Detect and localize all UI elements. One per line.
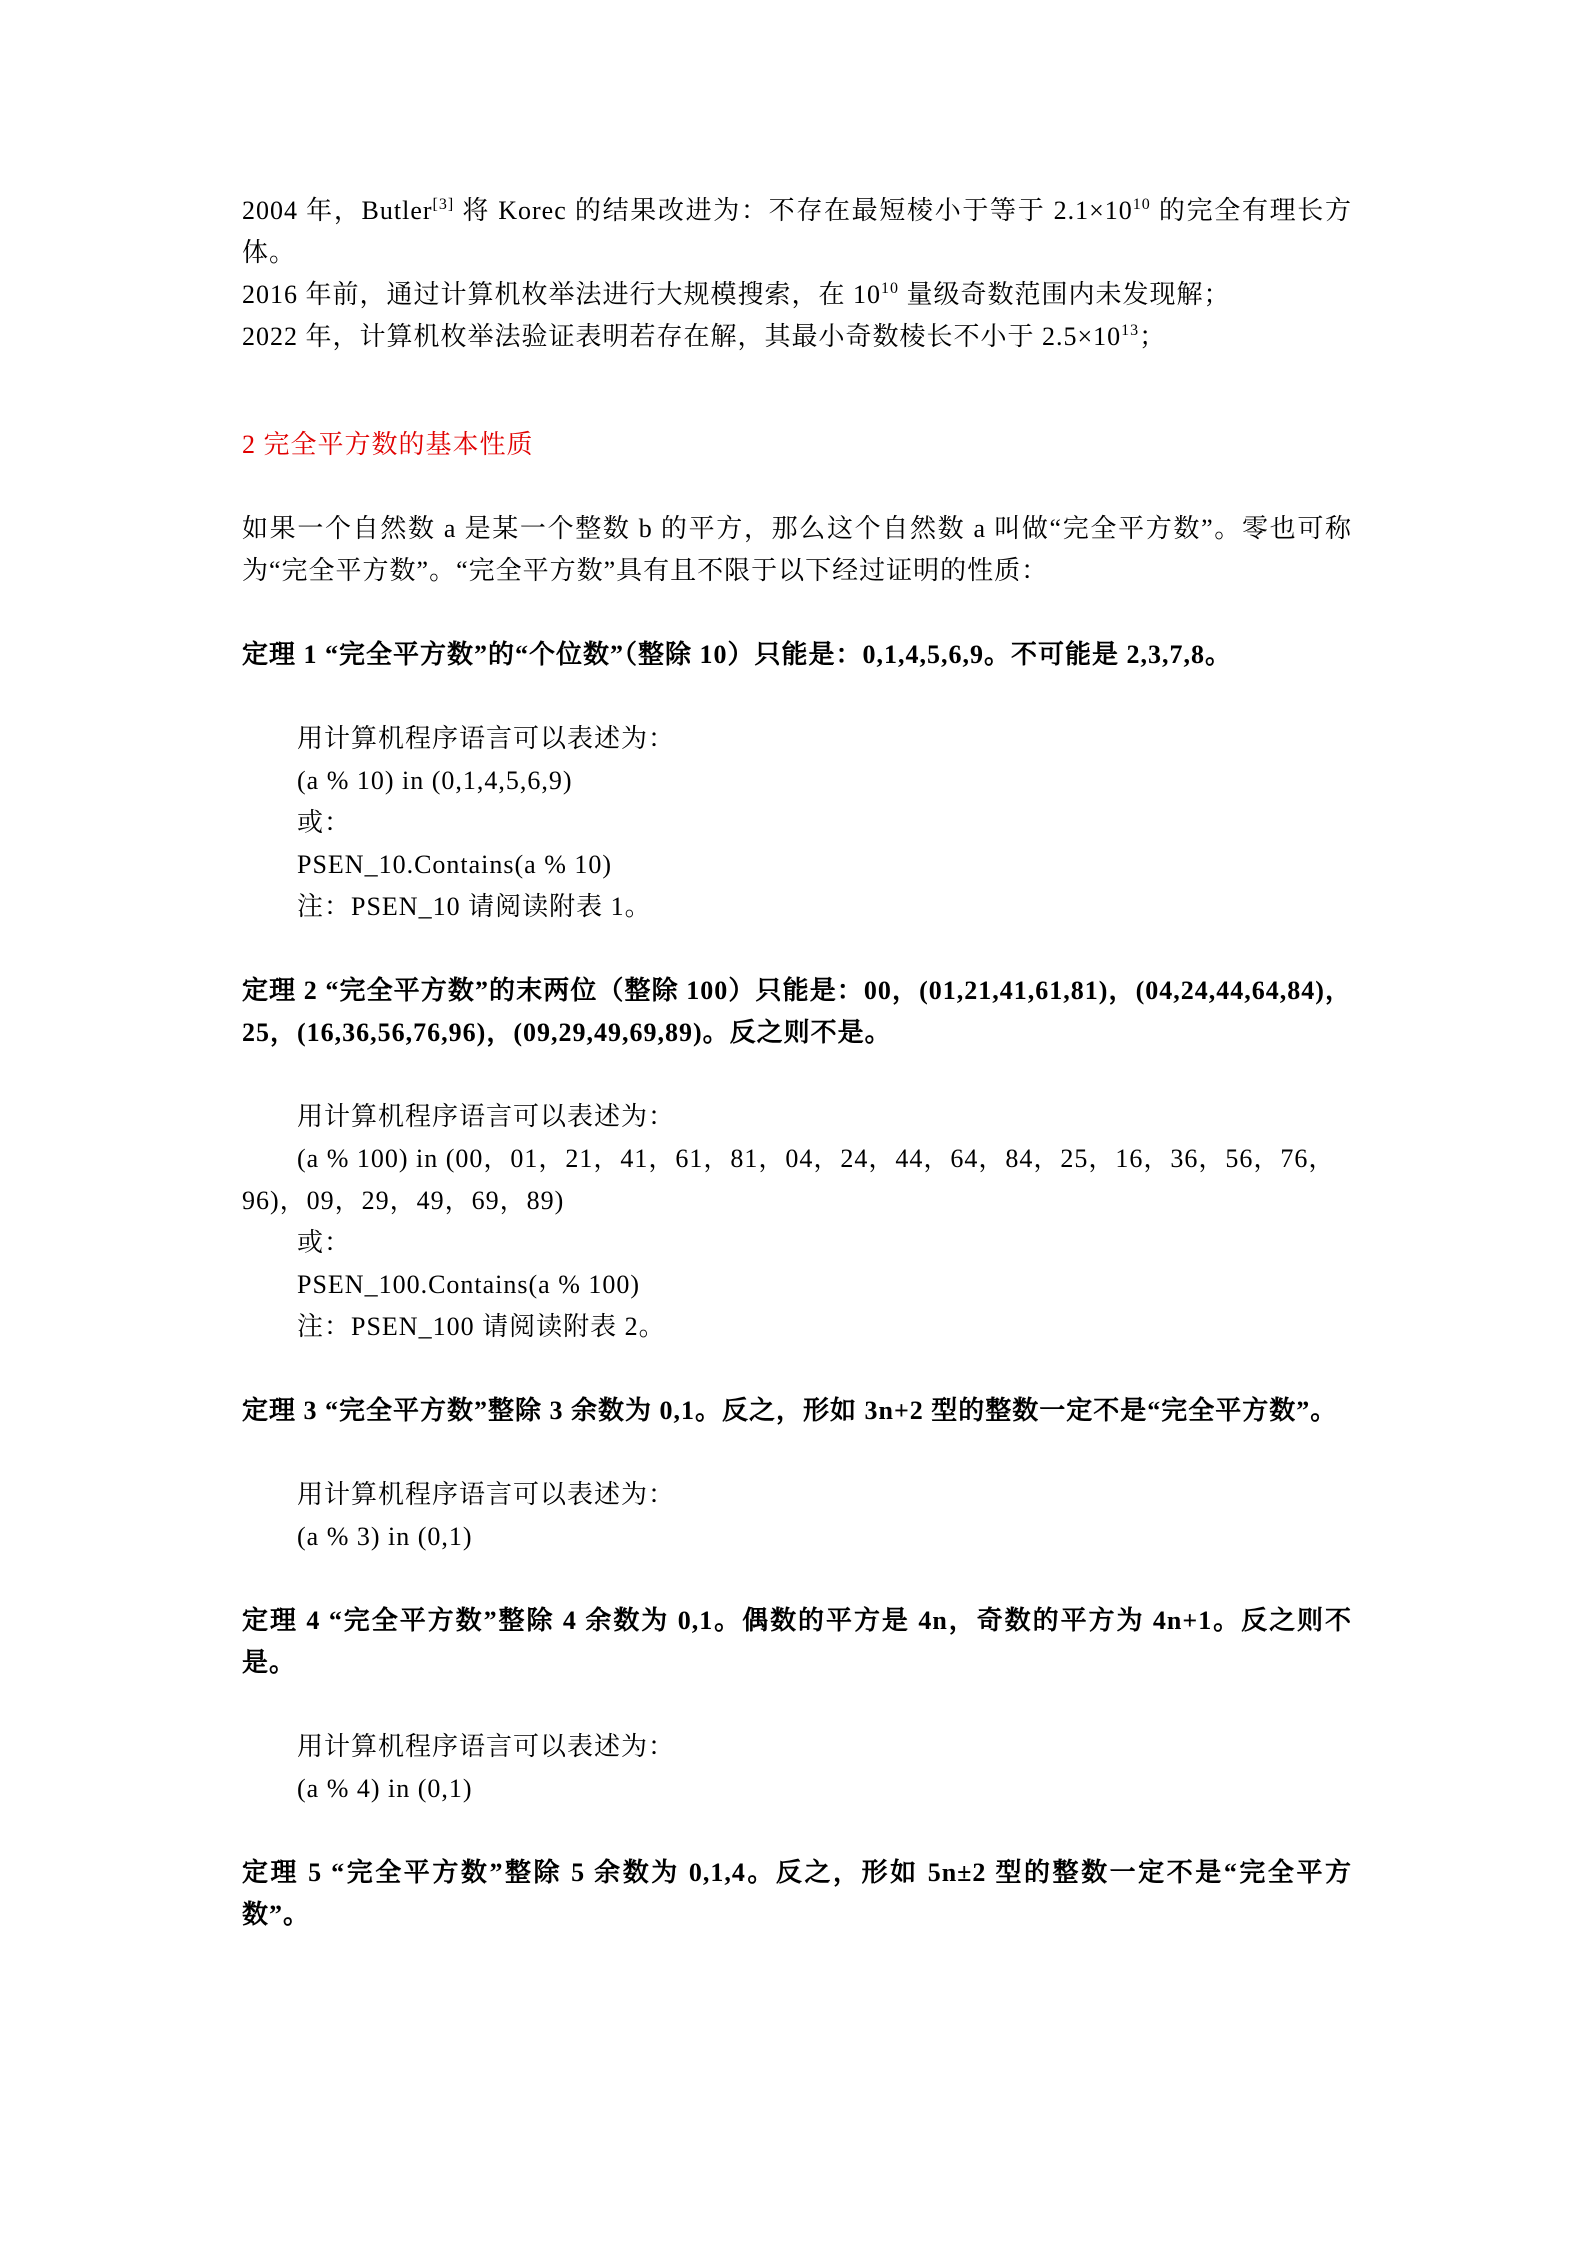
theorem-4-code [242,1726,1352,1810]
history-2022 [242,316,1352,358]
section-intro: 如果一个自然数 a 是某一个整数 b 的平方，那么这个自然数 a 叫做“完全平方数”。零也可称为“完全平方数”。“完全平方数”具有且不限于以下经过证明的性质： [242,514,1352,585]
code-label: 用计算机程序语言可以表述为： [297,1732,676,1761]
code-label: 用计算机程序语言可以表述为： [297,724,676,753]
spacer [242,466,1352,508]
theorem-5: 定理 5 “完全平方数”整除 5 余数为 0,1,4。反之，形如 5n±2 型的整数一定不是“完全平方数”。 [242,1858,1352,1929]
history-2004 [242,190,1352,274]
spacer [242,1684,1352,1726]
history-2016 [242,274,1352,316]
text-run: 的完全有理长方体。 [242,196,1352,267]
text-run: 2016 年前，通过计算机枚举法进行大规模搜索，在 10 [242,280,882,309]
code-or: 或： [297,808,352,837]
code-or: 或： [297,1228,352,1257]
spacer [242,1558,1352,1600]
theorem-2-code [242,1096,1352,1348]
spacer [242,358,1352,424]
text-run: ； [1139,322,1167,351]
exponent: 10 [1132,196,1151,213]
exponent: 10 [881,280,900,297]
spacer [242,928,1352,970]
code-expression-line2: 96)，09，29，49，69，89) [242,1186,565,1215]
citation-ref: [3] [432,196,455,213]
text-run: 2004 年，Butler [242,196,433,225]
page-content [242,190,1352,1936]
spacer [242,676,1352,718]
spacer [242,1810,1352,1852]
code-label: 用计算机程序语言可以表述为： [297,1480,676,1509]
code-note: 注：PSEN_10 请阅读附表 1。 [297,892,652,921]
code-note: 注：PSEN_100 请阅读附表 2。 [297,1312,666,1341]
theorem-4: 定理 4 “完全平方数”整除 4 余数为 0,1。偶数的平方是 4n，奇数的平方为 4n+1。反之则不是。 [242,1606,1352,1677]
text-run: 2022 年，计算机枚举法验证表明若存在解，其最小奇数棱长不小于 2.5×10 [242,322,1122,351]
exponent: 13 [1121,322,1140,339]
code-expression-line1: (a % 100) in (00，01，21，41，61，81，04，24，44，64，84，25，16，36，56，76， [297,1144,1336,1173]
code-expression: (a % 3) in (0,1) [297,1522,473,1551]
code-expression: (a % 4) in (0,1) [297,1774,473,1803]
code-label: 用计算机程序语言可以表述为： [297,1102,676,1131]
theorem-1: 定理 1 “完全平方数”的“个位数”（整除 10）只能是：0,1,4,5,6,9。不可能是 2,3,7,8。 [242,640,1233,669]
section-heading: 2 完全平方数的基本性质 [242,430,534,459]
text-run: 量级奇数范围内未发现解； [899,280,1231,309]
spacer [242,1348,1352,1390]
spacer [242,1432,1352,1474]
theorem-2: 定理 2 “完全平方数”的末两位（整除 100）只能是：00，(01,21,41,61,81)，(04,24,44,64,84)，25，(16,36,56,76,96)，(09,29,49,69,89)。反之则不是。 [242,976,1352,1047]
spacer [242,592,1352,634]
spacer [242,1054,1352,1096]
code-expression: (a % 10) in (0,1,4,5,6,9) [297,766,573,795]
text-run: 将 Korec 的结果改进为：不存在最短棱小于等于 2.1×10 [454,196,1133,225]
theorem-3-code [242,1474,1352,1558]
code-alternative: PSEN_100.Contains(a % 100) [297,1270,641,1299]
theorem-3: 定理 3 “完全平方数”整除 3 余数为 0,1。反之，形如 3n+2 型的整数一定不是“完全平方数”。 [242,1396,1338,1425]
code-alternative: PSEN_10.Contains(a % 10) [297,850,613,879]
theorem-1-code [242,718,1352,928]
